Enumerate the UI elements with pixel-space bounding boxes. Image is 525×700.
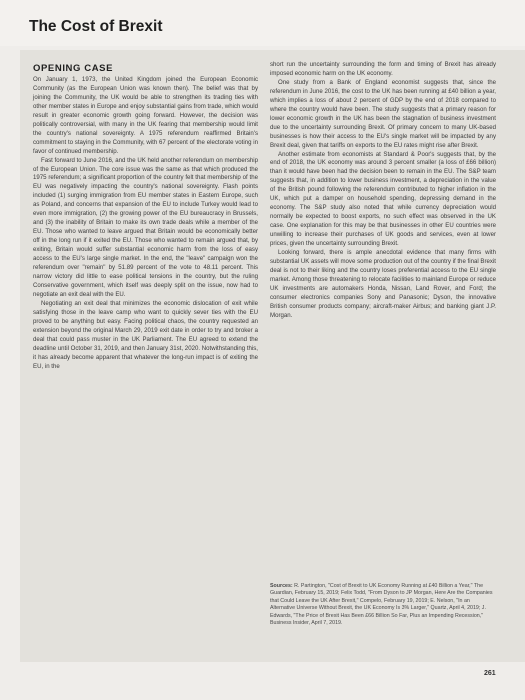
sources-text: R. Partington, "Cost of Brexit to UK Economy Running at £40 Billion a Year," The Guardian, February 15, 2019; Felix Todd, "From Dyson to JP Morgan, Here Are the Companies that Could Leave the UK After Brexit," Compelo, February 19, 2019; E. Nelson, "In an Alternative Universe Without Brexit, the UK Economy Is 3% Larger," Quartz, April 4, 2019; J. Edwards, "The Price of Brexit Has Been £66 Billion So Far, Plus an Impending Recession," Business Insider, April 7, 2019. (270, 583, 493, 627)
title-bar (0, 0, 525, 46)
sources-label: Sources: (270, 583, 293, 589)
paragraph: Looking forward, there is ample anecdotal evidence that many firms with substantial UK assets will move some production out of the country if the final Brexit deal is not to their liking and the country loses preferential access to the EU single market. Among those threatening to relocate facilities to mainland Europe or reduce UK investments are automakers Honda, Nissan, Land Rover, and Ford; the consumer electronics companies Sony and Panasonic; Dyson, the innovative British consumer products company; aircraft-maker Airbus; and banking giant J.P. Morgan. (270, 249, 496, 319)
left-column (33, 76, 258, 371)
paragraph: Another estimate from economists at Standard & Poor's suggests that, by the end of 2018, the UK economy was around 3 percent smaller (a loss of £66 billion) than it would have been had the decision been to remain in the EU. The S&P team suggests that, in addition to lower business investment, a depreciation in the value of the British pound following the referendum contributed to higher inflation in the UK, which put a damper on household spending, depressing demand in the economy. The S&P study also noted that while currency depreciation would normally be expected to boost exports, no such effect was observed in the UK case. One explanation for this may be that businesses in other EU countries were unwilling to increase their purchases of UK goods and services, even at lower prices, given the uncertainty surrounding Brexit. (270, 150, 496, 248)
section-heading: OPENING CASE (33, 63, 114, 74)
paragraph: short run the uncertainty surrounding the form and timing of Brexit has already imposed economic harm on the UK economy. (270, 61, 496, 77)
sources (270, 583, 496, 627)
paragraph: One study from a Bank of England economist suggests that, since the referendum in June 2016, the cost to the UK has been running at £40 billion a year, which implies a loss of about 2 percent of GDP by the end of 2018 compared to where the country would have been. The study suggests that a primary reason for lower economic growth in the UK has been the stagnation of business investment due to the uncertainty surrounding Brexit. Of primary concern to many UK-based businesses is how their access to the EU's single market will be impacted by any Brexit deal, given that tariffs on exports to the EU rates might rise after Brexit. (270, 78, 496, 149)
paragraph: Fast forward to June 2016, and the UK held another referendum on membership of the European Union. The core issue was the same as that which produced the 1975 referendum; a significant proportion of the country felt that membership of the EU was negatively impacting the country's national sovereignty. Flash points included (1) surging immigration from EU member states in Eastern Europe, such as Poland, and concerns that expansion of the EU to include Turkey would lead to even more immigration, (2) the growing power of the EU bureaucracy in Brussels, and (3) the inability of Britain to make its own trade deals while a member of the EU. Those who wanted to leave argued that Britain would be economically better off in the long run if it exited the EU. Those who wanted to remain argued that, by exiting, Britain would suffer substantial economic harm from the loss of easy access to the EU's large single market. In the end, the "leave" campaign won the referendum over "remain" by 51.89 percent of the vote to 48.11 percent. This narrow victory did little to ease political tensions in the country, but the ruling Conservative government, which itself was deeply split on the issue, now had to negotiate an exit deal with the EU. (33, 156, 258, 298)
paragraph: On January 1, 1973, the United Kingdom joined the European Economic Community (as the European Union was known then). The belief was that by joining the Community, the UK would be able to strengthen its trading ties with other member states in Europe and enjoy substantial gains from trade, which would result in greater economic growth going forward. However, the decision was politically controversial, with many in the UK fearing that membership would limit the country's national sovereignty. A 1975 referendum reaffirmed Britain's commitment to staying in the Community, with 67 percent of the electorate voting in favor of continued membership. (33, 76, 258, 155)
page-title: The Cost of Brexit (29, 18, 163, 35)
paragraph: Negotiating an exit deal that minimizes the economic dislocation of exit while satisfying those in the leave camp who want to quickly sever ties with the EU proved to be anything but easy. Facing political chaos, the country requested an extension beyond the original March 29, 2019 exit date in order to try and broker a deal that could pass muster in the UK Parliament. The EU agreed to extend the deadline until October 31, 2019, and then January 31st, 2020. Notwithstanding this, it has already become apparent that whatever the long-run impact is of exiting the EU, in the (33, 299, 258, 370)
page-number: 261 (484, 670, 496, 677)
right-column (270, 61, 496, 321)
